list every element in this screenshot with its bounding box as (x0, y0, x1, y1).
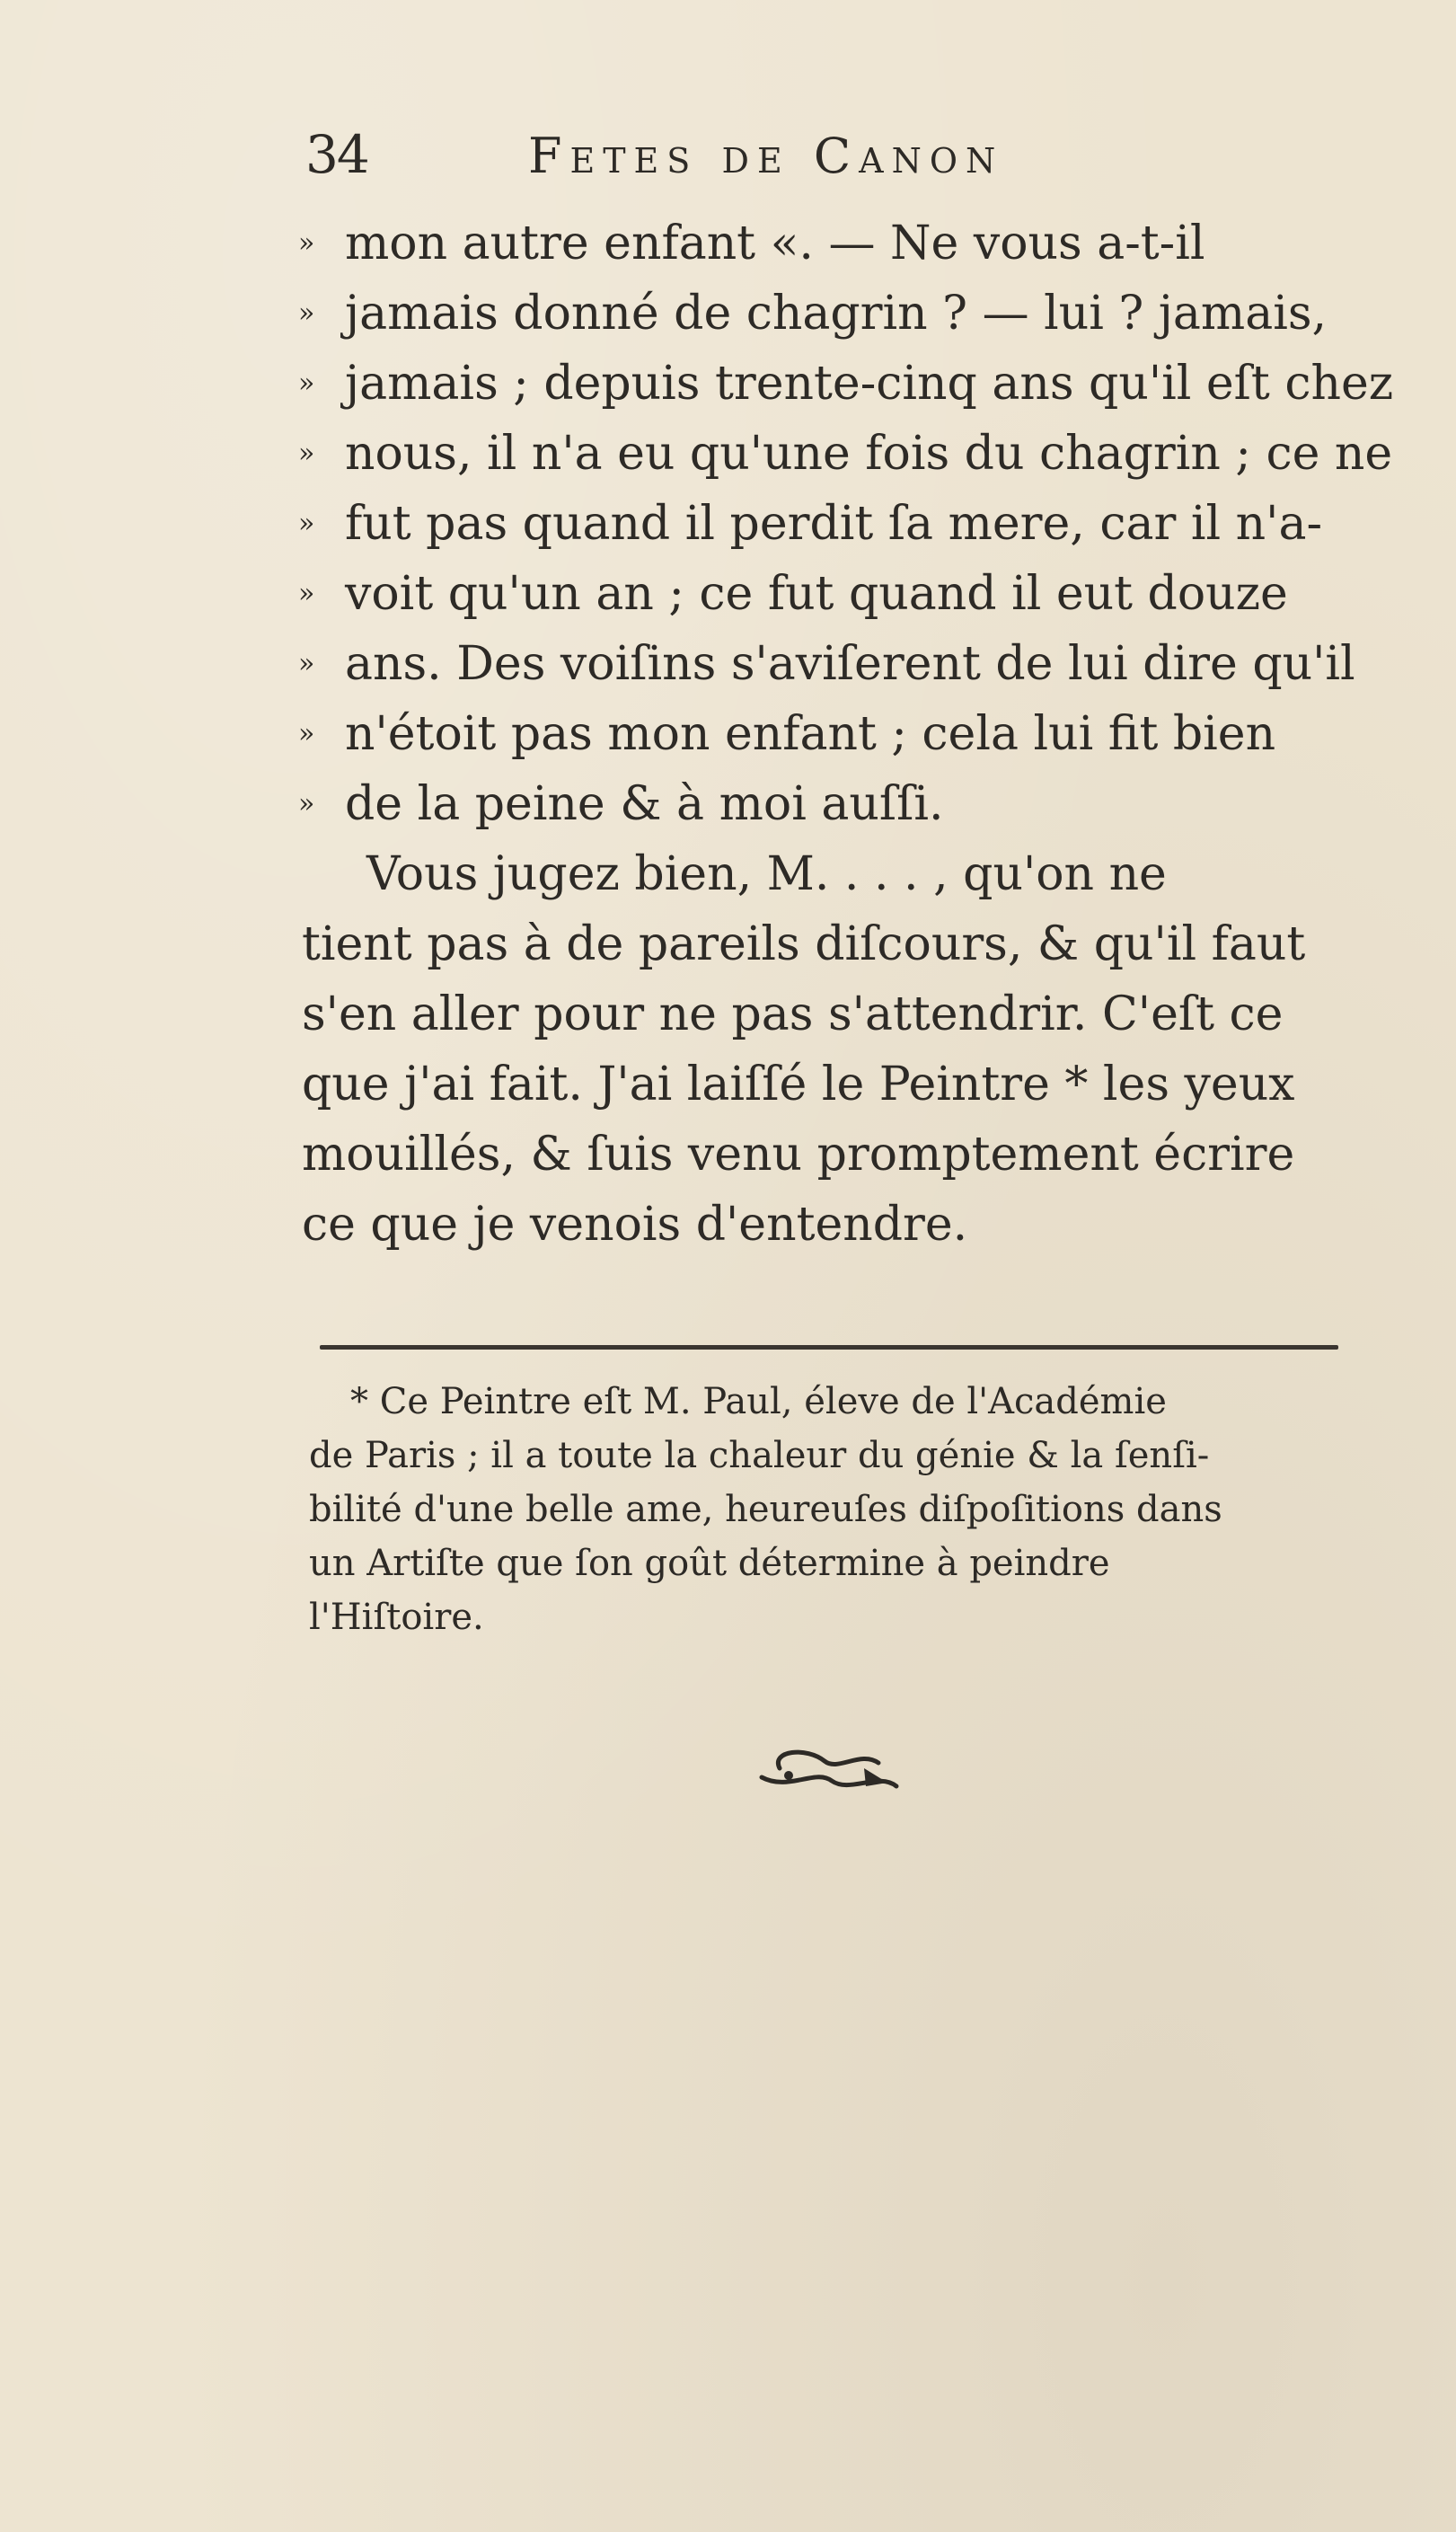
text-line (298, 279, 1344, 349)
text-line (302, 1049, 1344, 1120)
body-text (298, 208, 1394, 1260)
quote-mark: » (298, 508, 315, 539)
footnote-line: un Artiſte que ſon goût détermine à peindre (309, 1543, 1110, 1584)
line-text: tient pas à de pareils diſcours, & qu'il faut (302, 917, 1306, 971)
line-text: de la peine & à moi auſſi. (345, 777, 944, 831)
paragraph-start-text: Vous jugez bien, M. . . . , qu'on ne (366, 847, 1167, 901)
text-line (302, 839, 1344, 909)
text-line (302, 979, 1344, 1049)
text-line (302, 1190, 1344, 1260)
line-text: jamais donné de chagrin ? — lui ? jamais, (345, 287, 1328, 341)
line-text: ce que je venois d'entendre. (302, 1198, 968, 1252)
running-head (305, 124, 1141, 196)
text-line (298, 699, 1344, 769)
text-line (298, 349, 1394, 419)
line-text: s'en aller pour ne pas s'attendrir. C'eſt ce (302, 987, 1284, 1041)
footnote-line: de Paris ; il a toute la chaleur du génie & la ſenſi- (309, 1435, 1210, 1476)
line-text: mouillés, & ſuis venu promptement écrire (302, 1128, 1295, 1182)
line-text: mon autre enfant «. — Ne vous a-t-il (345, 217, 1205, 270)
page-number: 34 (305, 124, 368, 185)
line-text: nous, il n'a eu qu'une fois du chagrin ; ce ne (345, 427, 1393, 481)
text-line (298, 629, 1355, 699)
line-text: voit qu'un an ; ce fut quand il eut douze (345, 567, 1288, 621)
footnote-line: l'Hiſtoire. (309, 1597, 484, 1638)
quote-mark: » (298, 367, 315, 399)
line-text: ans. Des voiſins s'aviſerent de lui dire qu'il (345, 637, 1355, 691)
text-line (298, 208, 1344, 279)
text-line (302, 1120, 1344, 1190)
text-line (302, 909, 1344, 979)
text-line (298, 769, 1344, 839)
fleuron-ornament-icon (753, 1741, 905, 1797)
quote-mark: » (298, 718, 315, 749)
quote-mark: » (298, 788, 315, 819)
footnote-line: bilité d'une belle ame, heureuſes diſpoſitions dans (309, 1489, 1222, 1530)
quote-mark: » (298, 648, 315, 679)
quote-mark: » (298, 578, 315, 609)
line-text: que j'ai fait. J'ai laiſſé le Peintre * les yeux (302, 1058, 1295, 1111)
line-text: n'étoit pas mon enfant ; cela lui fit bien (345, 707, 1276, 761)
text-line (298, 419, 1393, 489)
line-text: fut pas quand il perdit ſa mere, car il n'a- (345, 497, 1323, 551)
running-title: Fetes de Canon (528, 128, 1004, 184)
footnote (309, 1375, 1342, 1644)
line-text: jamais ; depuis trente-cinq ans qu'il eſt chez (345, 357, 1394, 411)
text-line (298, 559, 1344, 629)
text-line (298, 489, 1344, 559)
footnote-divider (320, 1345, 1338, 1350)
quote-mark: » (298, 227, 315, 259)
quote-mark: » (298, 297, 315, 329)
quote-mark: » (298, 438, 315, 469)
footnote-line: * Ce Peintre eſt M. Paul, éleve de l'Académie (350, 1381, 1167, 1422)
